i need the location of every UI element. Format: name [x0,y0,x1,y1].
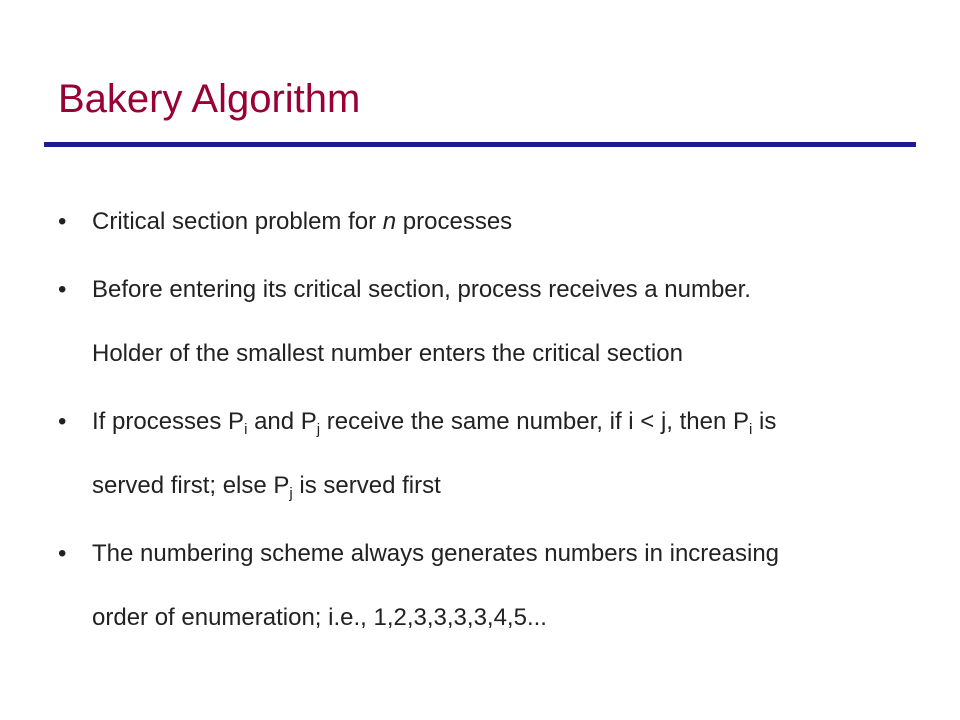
bullet-3-line-2: served first; else $P_j$ is served first [92,472,441,502]
subscript-j: j [289,485,293,502]
bullet-2-line-2: Holder of the smallest number enters the critical section [92,340,683,367]
bullet-3-line-1: If processes $P_i$ and $P_j$ receive the same number, if i < j, then $P_i$ is [92,408,777,438]
subscript-i: i [749,421,753,438]
bullet-dot: • [58,276,67,303]
bullet-2-line-1: Before entering its critical section, process receives a number. [92,276,751,303]
bullet-4-line-2: order of enumeration; i.e., 1,2,3,3,3,3,4,5... [92,604,547,631]
slide-title: Bakery Algorithm [58,77,361,121]
bullet-dot: • [58,540,67,567]
variable-n: n [382,208,397,235]
bullet-dot: • [58,408,67,435]
bullet-4-line-1: The numbering scheme always generates numbers in increasing [92,540,780,567]
bullet-item-3 [58,390,918,518]
subscript-i: i [244,421,248,438]
bullet-list [58,190,918,654]
title-divider [44,142,916,147]
bullet-1-text: Critical section problem for n processes [92,208,513,235]
bullet-dot: • [58,208,67,235]
bullet-item-4 [58,522,918,650]
bullet-item-2 [58,258,918,386]
subscript-j: j [316,421,321,438]
bullet-item-1 [58,190,918,254]
